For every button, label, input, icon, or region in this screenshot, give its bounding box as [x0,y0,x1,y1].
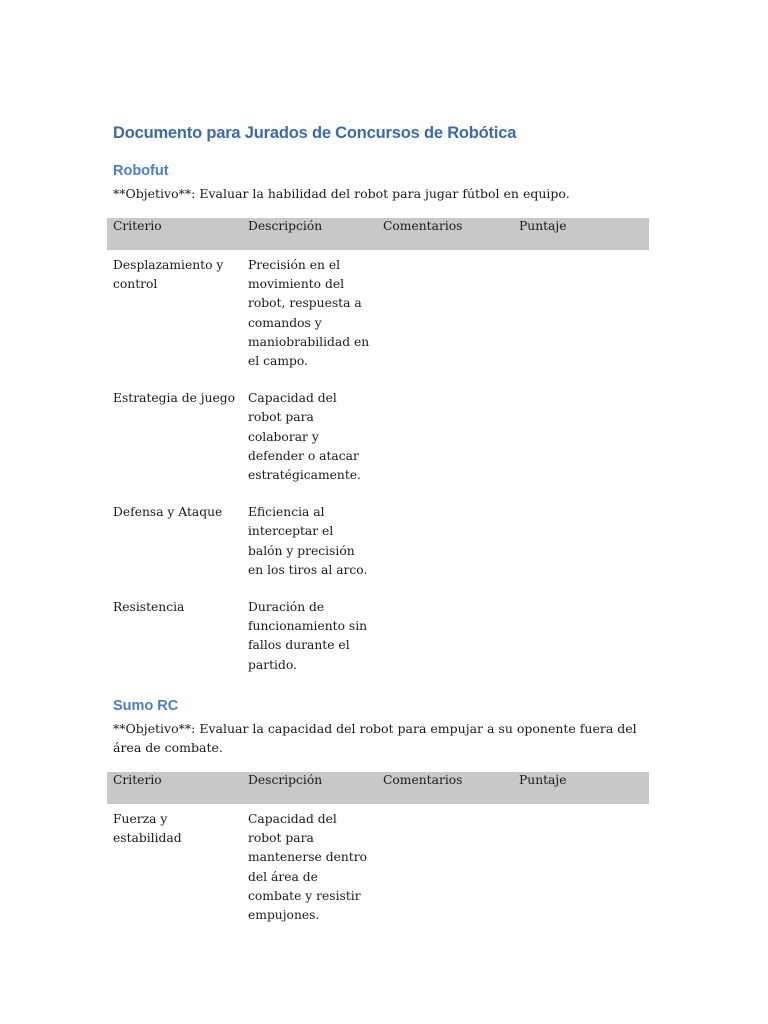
table-row [107,383,649,497]
cell-descripcion: Duración de funcionamiento sin fallos durante el partido. [248,600,368,672]
cell-puntaje[interactable] [513,250,649,383]
cell-puntaje[interactable] [513,383,649,497]
criteria-table-robofut [107,218,649,687]
column-header-puntaje: Puntaje [519,219,567,233]
table-header-row [107,772,649,804]
section-heading-robofut: Robofut [113,163,169,179]
cell-descripcion: Capacidad del robot para colaborar y defender o atacar estratégicamente. [248,391,361,483]
cell-descripcion: Eficiencia al interceptar el balón y precisión en los tiros al arco. [248,505,368,577]
cell-criterio: Resistencia [113,600,185,615]
table-header-row [107,218,649,250]
section-heading-sumo-rc: Sumo RC [113,698,179,714]
cell-comentarios[interactable] [377,250,513,383]
cell-descripcion: Capacidad del robot para mantenerse dentro del área de combate y resistir empujones. [248,812,367,923]
column-header-comentarios: Comentarios [383,219,463,233]
cell-comentarios[interactable] [377,497,513,592]
column-header-comentarios: Comentarios [383,773,463,787]
cell-descripcion: Precisión en el movimiento del robot, respuesta a comandos y maniobrabilidad en el campo. [248,258,370,369]
cell-puntaje[interactable] [513,497,649,592]
cell-comentarios[interactable] [377,804,513,937]
table-row [107,250,649,383]
column-header-criterio: Criterio [113,219,162,233]
cell-puntaje[interactable] [513,592,649,687]
cell-comentarios[interactable] [377,383,513,497]
table-row [107,592,649,687]
cell-criterio: Desplazamiento y control [113,258,224,292]
table-row [107,804,649,937]
column-header-descripcion: Descripción [248,219,323,233]
column-header-criterio: Criterio [113,773,162,787]
cell-criterio: Defensa y Ataque [113,505,223,520]
cell-comentarios[interactable] [377,592,513,687]
criteria-table-sumo-rc [107,772,649,937]
section-objective-robofut: **Objetivo**: Evaluar la habilidad del robot para jugar fútbol en equipo. [113,186,570,201]
cell-criterio: Estrategia de juego [113,391,236,406]
document-title: Documento para Jurados de Concursos de Robótica [113,124,517,142]
table-row [107,497,649,592]
cell-criterio: Fuerza y estabilidad [113,812,182,846]
section-objective-sumo-rc: **Objetivo**: Evaluar la capacidad del robot para empujar a su oponente fuera del área de combate. [113,721,637,756]
column-header-descripcion: Descripción [248,773,323,787]
cell-puntaje[interactable] [513,804,649,937]
column-header-puntaje: Puntaje [519,773,567,787]
